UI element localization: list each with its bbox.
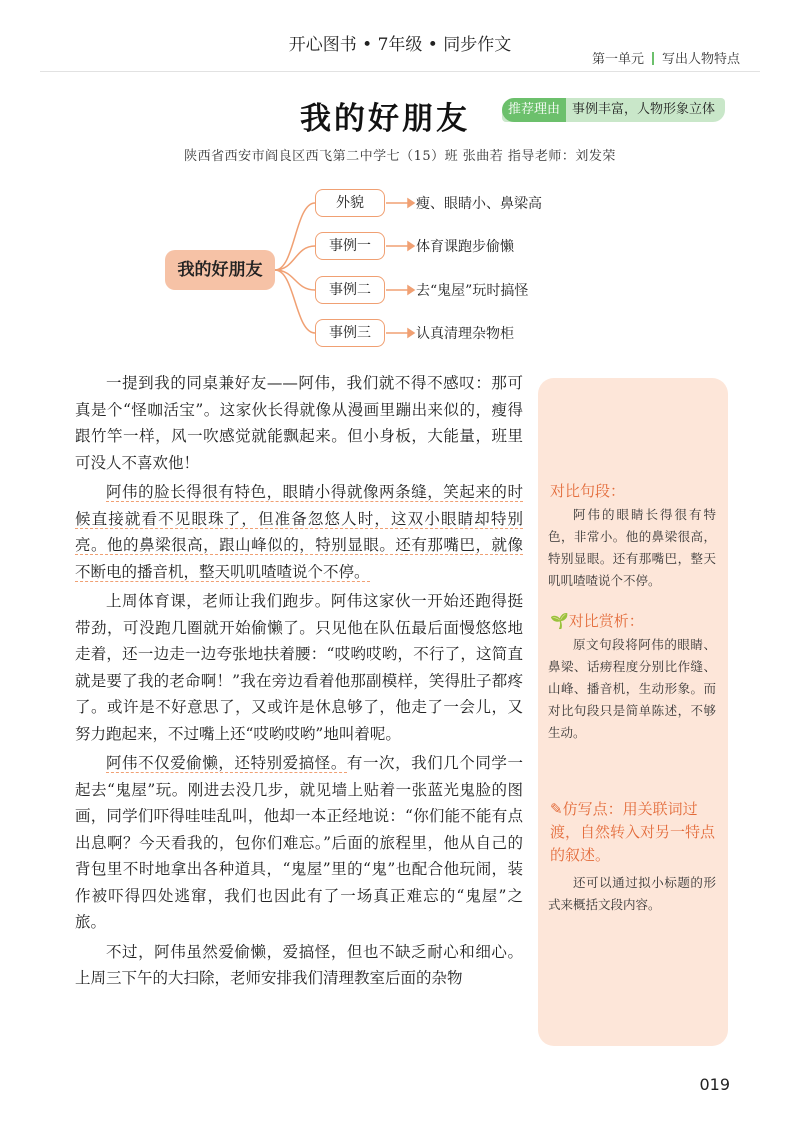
mindmap-desc-example-3: 认真清理杂物柜: [416, 326, 514, 342]
recommend-label: 推荐理由: [502, 98, 566, 122]
sidebar-imitation-title: 仿写点：用关联词过渡，自然转入对另一特点的叙述。: [550, 800, 716, 864]
page-number: 019: [699, 1075, 730, 1094]
transition-sentence: 阿伟不仅爱偷懒，还特别爱搞怪。: [106, 754, 347, 772]
book-header: 开心图书 • 7年级 • 同步作文: [288, 35, 512, 55]
paragraph-4: [75, 750, 523, 936]
annotation-sidebar: [538, 378, 728, 1046]
mindmap-connectors: [0, 0, 800, 360]
sidebar-appreciation-heading: [550, 610, 644, 631]
mindmap-node-example-1: 事例一: [315, 232, 385, 260]
mindmap-desc-example-1: 体育课跑步偷懒: [416, 239, 514, 255]
sidebar-compare-text: 阿伟的眼睛长得很有特色，非常小。他的鼻梁很高，特别显眼。还有那嘴巴，整天叽叽喳喳说个不停。: [548, 507, 716, 588]
unit-name: 第一单元: [591, 52, 644, 67]
mindmap-desc-example-2: 去“鬼屋”玩时搞怪: [416, 283, 529, 299]
author-line: 陕西省西安市阎良区西飞第二中学七（15）班 张曲若 指导老师：刘发荣: [184, 149, 616, 164]
mindmap-node-example-3: 事例三: [315, 319, 385, 347]
recommend-text: 事例丰富，人物形象立体: [572, 102, 716, 117]
paragraph-5: 不过，阿伟虽然爱偷懒，爱搞怪，但也不缺乏耐心和细心。上周三下午的大扫除，老师安排我们清理教室后面的杂物: [75, 942, 523, 987]
paragraph-4-rest: 有一次，我们几个同学一起去“鬼屋”玩。刚进去没几步，就见墙上贴着一张蓝光鬼脸的图画，同学们吓得哇哇乱叫，他却一本正经地说：“你们能不能有点出息啊？今天看我的，包你们难忘。”后面的旅程里，他从自己的背包里不时地拿出各种道具，“鬼屋”里的“鬼”也配合他玩闹，装作被吓得四处逃窜，我们也因此有了一场真正难忘的“鬼屋”之旅。: [75, 754, 523, 931]
mindmap-node-appearance: 外貌: [315, 189, 385, 217]
pencil-icon: ✎: [550, 800, 563, 818]
unit-topic: 写出人物特点: [661, 52, 740, 67]
underlined-passage: 阿伟的脸长得很有特色，眼睛小得就像两条缝，笑起来的时候直接就看不见眼珠了，但准备忽悠人时，这双小眼睛却特别亮。他的鼻梁很高，跟山峰似的，特别显眼。还有那嘴巴，就像不断电的播音机，整天叽叽喳喳说个不停。: [75, 483, 523, 581]
sidebar-imitation-text: 还可以通过拟小标题的形式来概括文段内容。: [548, 875, 716, 912]
sprout-icon: 🌱: [550, 612, 569, 630]
mindmap-desc-appearance: 瘦、眼睛小、鼻梁高: [416, 196, 542, 212]
paragraph-3: 上周体育课，老师让我们跑步。阿伟这家伙一开始还跑得挺带劲，可没跑几圈就开始偷懒了。只见他在队伍最后面慢悠悠地走着，还一边走一边夸张地扶着腰：“哎哟哎哟，不行了，这简直就是要了我的老命啊！”我在旁边看着他那副模样，笑得肚子都疼了。或许是不好意思了，又或许是休息够了，他走了一会儿，又努力跑起来，不过嘴上还“哎哟哎哟”地叫着呢。: [75, 592, 523, 743]
paragraph-1: 一提到我的同桌兼好友——阿伟，我们就不得不感叹：那可真是个“怪咖活宝”。这家伙长得就像从漫画里蹦出来似的，瘦得跟竹竿一样，风一吹感觉就能飘起来。但小身板，大能量，班里可没人不喜欢他！: [75, 374, 523, 472]
paragraph-2: [75, 479, 523, 585]
mindmap-root: 我的好朋友: [165, 250, 275, 290]
sidebar-appreciation-title: 对比赏析：: [568, 612, 644, 630]
article-body: [75, 370, 523, 995]
sidebar-compare-title: 对比句段：: [550, 482, 626, 500]
sidebar-appreciation-text: 原文句段将阿伟的眼睛、鼻梁、话痨程度分别比作缝、山峰、播音机，生动形象。而对比句段只是简单陈述，不够生动。: [548, 637, 716, 740]
mindmap-node-example-2: 事例二: [315, 276, 385, 304]
article-title: 我的好朋友: [300, 101, 470, 137]
sidebar-imitation-heading: [550, 798, 720, 867]
